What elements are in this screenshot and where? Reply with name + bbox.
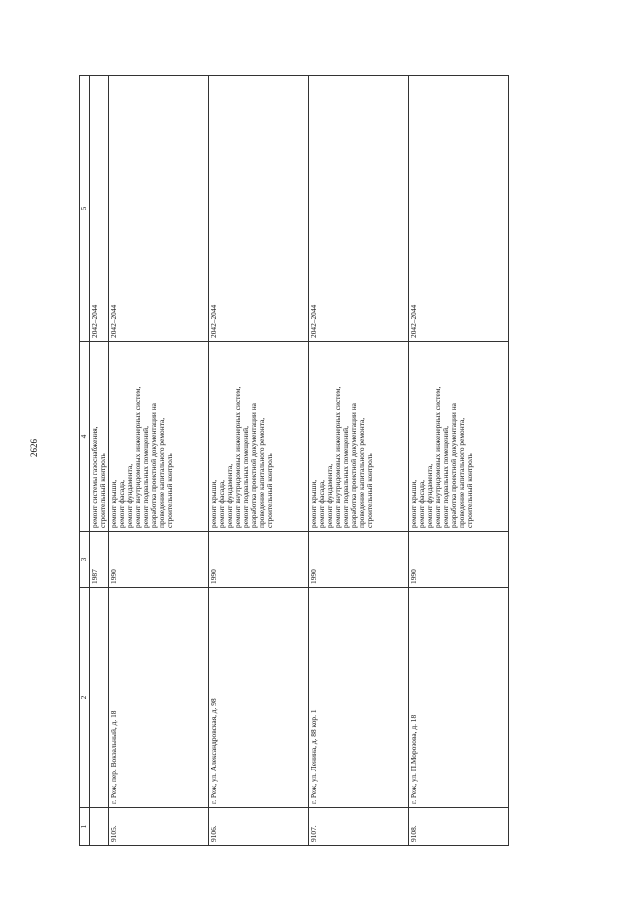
row-period: 2042–2044 bbox=[209, 76, 309, 342]
header-col-4: 4 bbox=[80, 342, 90, 532]
row-period: 2042–2044 bbox=[109, 76, 209, 342]
header-col-3: 3 bbox=[80, 532, 90, 588]
work-item: строительный контроль bbox=[465, 453, 474, 528]
work-item: ремонт фундамента, bbox=[325, 463, 334, 528]
work-item: разработка проектной документации на bbox=[349, 403, 358, 528]
work-item: ремонт внутридомовых инженерных систем, bbox=[333, 386, 342, 528]
work-item: ремонт внутридомовых инженерных систем, bbox=[433, 386, 442, 528]
header-col-1: 1 bbox=[80, 808, 90, 846]
continuation-row bbox=[90, 76, 109, 846]
work-item: ремонт внутридомовых инженерных систем, bbox=[233, 386, 242, 528]
table-row bbox=[209, 76, 309, 846]
cont-works-cell bbox=[90, 342, 109, 532]
work-item: строительный контроль bbox=[365, 453, 374, 528]
table-row bbox=[409, 76, 509, 846]
cont-period-cell: 2042–2044 bbox=[90, 76, 109, 342]
table-header-row bbox=[80, 76, 90, 846]
header-col-5: 5 bbox=[80, 76, 90, 342]
work-item: ремонт фасада, bbox=[317, 480, 326, 528]
row-number: 9105. bbox=[109, 808, 209, 846]
row-address: г. Реж, ул. Ленина, д. 88 кор. 1 bbox=[309, 588, 409, 808]
work-item: строительный контроль bbox=[98, 453, 107, 528]
work-item: ремонт фундамента, bbox=[425, 463, 434, 528]
cont-year-cell: 1987 bbox=[90, 532, 109, 588]
work-item: проведение капитального ремонта, bbox=[157, 417, 166, 528]
row-year: 1990 bbox=[109, 532, 209, 588]
row-works bbox=[209, 342, 309, 532]
row-works bbox=[409, 342, 509, 532]
row-period: 2042–2044 bbox=[309, 76, 409, 342]
row-address: г. Реж, ул. П.Морозова, д. 18 bbox=[409, 588, 509, 808]
header-col-2: 2 bbox=[80, 588, 90, 808]
cont-address-cell bbox=[90, 588, 109, 808]
row-number: 9106. bbox=[209, 808, 309, 846]
work-item: разработка проектной документации на bbox=[249, 403, 258, 528]
work-item: ремонт системы газоснабжения, bbox=[90, 426, 99, 528]
work-item: ремонт фасада, bbox=[217, 480, 226, 528]
row-period: 2042–2044 bbox=[409, 76, 509, 342]
work-item: ремонт фасада, bbox=[417, 480, 426, 528]
work-item: строительный контроль bbox=[265, 453, 274, 528]
row-address: г. Реж, пер. Вокзальный, д. 18 bbox=[109, 588, 209, 808]
work-item: проведение капитального ремонта, bbox=[257, 417, 266, 528]
work-item: ремонт фасада, bbox=[117, 480, 126, 528]
work-item: ремонт крыши, bbox=[309, 479, 318, 528]
row-address: г. Реж, ул. Александровская, д. 98 bbox=[209, 588, 309, 808]
work-item: ремонт внутридомовых инженерных систем, bbox=[133, 386, 142, 528]
repair-schedule-table bbox=[79, 75, 509, 846]
work-item: ремонт крыши, bbox=[409, 479, 418, 528]
work-item: ремонт крыши, bbox=[209, 479, 218, 528]
row-year: 1990 bbox=[209, 532, 309, 588]
cont-num-cell bbox=[90, 808, 109, 846]
work-item: ремонт подвальных помещений, bbox=[341, 426, 350, 528]
row-number: 9108. bbox=[409, 808, 509, 846]
row-year: 1990 bbox=[309, 532, 409, 588]
row-works bbox=[109, 342, 209, 532]
page-number: 2626 bbox=[29, 439, 39, 457]
row-number: 9107. bbox=[309, 808, 409, 846]
table-row bbox=[109, 76, 209, 846]
work-item: разработка проектной документации на bbox=[449, 403, 458, 528]
table-row bbox=[309, 76, 409, 846]
work-item: строительный контроль bbox=[165, 453, 174, 528]
work-item: проведение капитального ремонта, bbox=[357, 417, 366, 528]
work-item: проведение капитального ремонта, bbox=[457, 417, 466, 528]
work-item: ремонт крыши, bbox=[109, 479, 118, 528]
work-item: ремонт подвальных помещений, bbox=[141, 426, 150, 528]
row-year: 1990 bbox=[409, 532, 509, 588]
rotated-table-wrapper bbox=[79, 76, 533, 846]
row-works bbox=[309, 342, 409, 532]
work-item: ремонт фундамента, bbox=[225, 463, 234, 528]
work-item: ремонт подвальных помещений, bbox=[241, 426, 250, 528]
work-item: ремонт фундамента, bbox=[125, 463, 134, 528]
work-item: разработка проектной документации на bbox=[149, 403, 158, 528]
work-item: ремонт подвальных помещений, bbox=[441, 426, 450, 528]
